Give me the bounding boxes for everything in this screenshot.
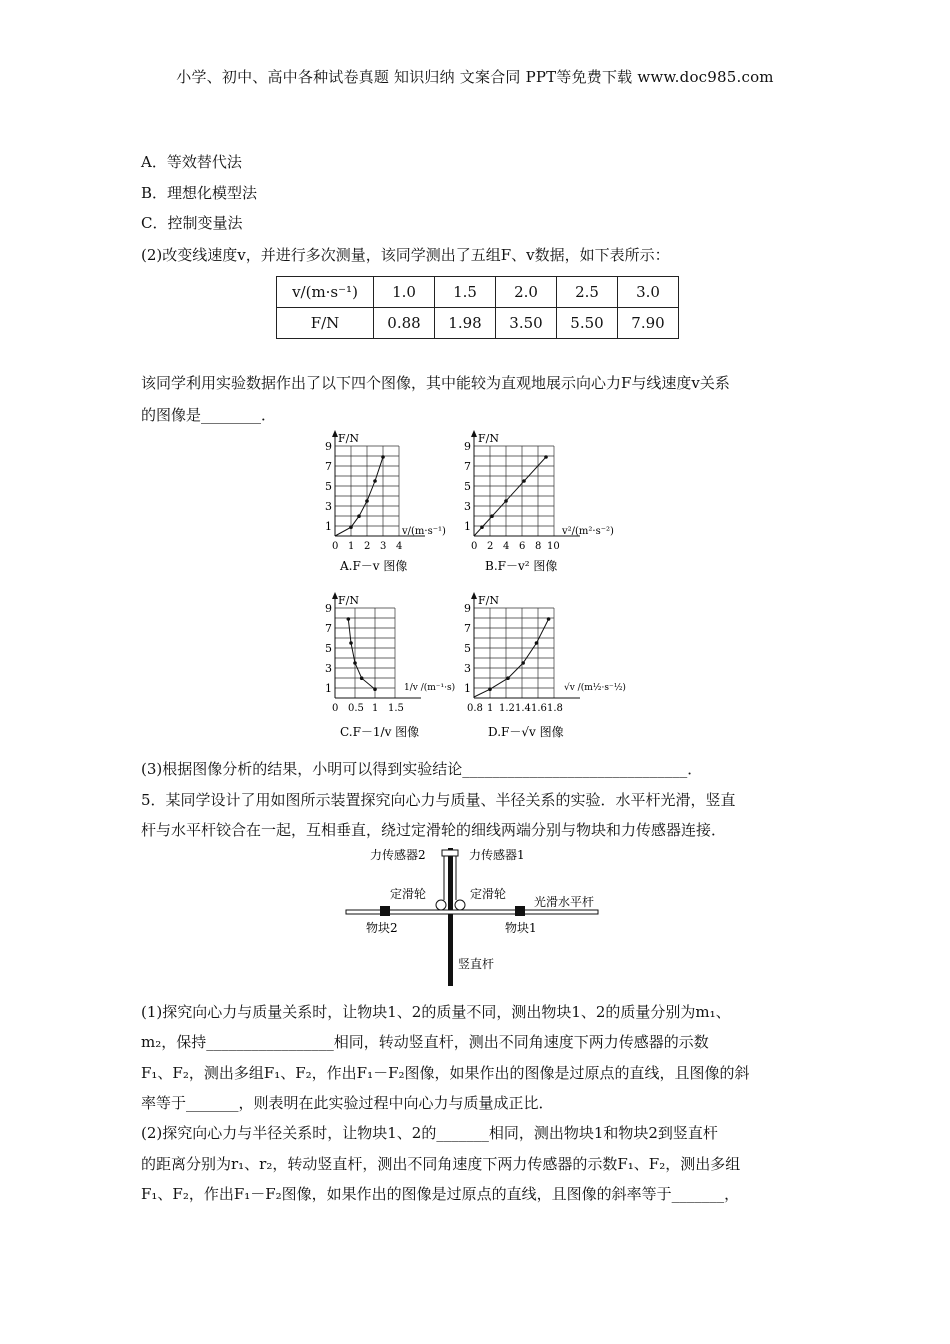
graph-b-ytick: 7 bbox=[464, 460, 471, 473]
graph-c-point bbox=[360, 676, 364, 680]
graph-a-xtick: 1 bbox=[348, 541, 355, 552]
graph-c-ytick: 9 bbox=[325, 602, 332, 615]
vertical-rod bbox=[448, 848, 453, 986]
q5-line1: 5．某同学设计了用如图所示装置探究向心力与质量、半径关系的实验．水平杆光滑，竖直 bbox=[141, 791, 736, 809]
graph-b-xtick: 8 bbox=[535, 541, 542, 552]
graph-c-xlabel: 1/v /(m⁻¹·s) bbox=[404, 683, 456, 693]
graph-a-ytick: 9 bbox=[325, 440, 332, 453]
graph-a-ytick: 5 bbox=[325, 480, 332, 493]
graph-b-point bbox=[490, 514, 494, 518]
graph-c-point bbox=[349, 641, 353, 645]
graph-c-ytick: 5 bbox=[325, 642, 332, 655]
block-1 bbox=[515, 906, 525, 916]
table-cell: 0.88 bbox=[374, 308, 435, 339]
graph-b-point bbox=[522, 479, 526, 483]
graph-c-caption: C.F－1/v 图像 bbox=[340, 725, 420, 739]
graph-a-curve bbox=[335, 457, 383, 536]
graph-a-point bbox=[357, 514, 361, 518]
label-block2: 物块2 bbox=[366, 921, 398, 935]
graph-b bbox=[478, 432, 614, 573]
graph-b-ytick: 3 bbox=[464, 500, 471, 513]
q2-text-line2: 的图像是________． bbox=[141, 406, 277, 424]
table-cell: 3.50 bbox=[496, 308, 557, 339]
graph-b-caption: B.F－v² 图像 bbox=[485, 559, 558, 573]
graph-b-ytick: 5 bbox=[464, 480, 471, 493]
graph-b-y-arrow bbox=[471, 430, 477, 437]
graph-d-xtick: 1.4 bbox=[515, 703, 531, 714]
p1-line2: m₂，保持_________________相同，转动竖直杆，测出不同角速度下两力传感器的示数 bbox=[141, 1033, 709, 1051]
q5-line2: 杆与水平杆铰合在一起，互相垂直，绕过定滑轮的细线两端分别与物块和力传感器连接． bbox=[141, 821, 727, 839]
graph-c-xtick: 0.5 bbox=[348, 703, 364, 714]
graph-d-ytick: 3 bbox=[464, 662, 471, 675]
graph-d-ytick: 1 bbox=[464, 682, 471, 695]
p2-line3: F₁、F₂，作出F₁－F₂图像，如果作出的图像是过原点的直线，且图像的斜率等于_______， bbox=[141, 1185, 740, 1203]
graph-d-xtick: 0.8 bbox=[467, 703, 483, 714]
label-block1: 物块1 bbox=[505, 921, 537, 935]
graph-b-point bbox=[544, 455, 548, 459]
graph-b-point bbox=[504, 499, 508, 503]
graph-d-xtick: 1.8 bbox=[547, 703, 563, 714]
graph-d-caption: D.F－√v 图像 bbox=[488, 725, 564, 739]
p2-line2: 的距离分别为r₁、r₂，转动竖直杆，测出不同角速度下两力传感器的示数F₁、F₂，测出多组 bbox=[141, 1155, 741, 1173]
table-cell: 3.0 bbox=[618, 277, 679, 308]
graph-a-ytick: 1 bbox=[325, 520, 332, 533]
graph-a-point bbox=[365, 499, 369, 503]
option-a: A．等效替代法 bbox=[141, 153, 242, 171]
label-sensor1: 力传感器1 bbox=[469, 848, 525, 862]
graph-b-ytick: 9 bbox=[464, 440, 471, 453]
graph-c-ylabel: F/N bbox=[338, 594, 359, 607]
table-cell: 1.0 bbox=[374, 277, 435, 308]
q3-text: (3)根据图像分析的结果，小明可以得到实验结论______________________________． bbox=[141, 760, 703, 778]
graph-a-xtick: 0 bbox=[332, 541, 339, 552]
graph-a-point bbox=[373, 479, 377, 483]
label-vertical-rod: 竖直杆 bbox=[458, 957, 495, 971]
graph-c-point bbox=[347, 617, 351, 621]
graph-a-xtick: 4 bbox=[396, 541, 403, 552]
graph-a-point bbox=[349, 525, 353, 529]
graph-b-xtick: 4 bbox=[503, 541, 510, 552]
table-header-v: v/(m·s⁻¹) bbox=[277, 277, 374, 308]
pulley-right bbox=[455, 900, 465, 910]
graph-a-caption: A.F－v 图像 bbox=[340, 559, 408, 573]
graph-b-curve bbox=[474, 457, 546, 536]
page-header: 小学、初中、高中各种试卷真题 知识归纳 文案合同 PPT等免费下载 www.doc985.com bbox=[176, 68, 774, 86]
q2-text-line1: 该同学利用实验数据作出了以下四个图像，其中能较为直观地展示向心力F与线速度v关系 bbox=[141, 374, 730, 392]
graph-d bbox=[478, 594, 626, 739]
graphs-figure bbox=[310, 428, 640, 748]
label-pulley-left: 定滑轮 bbox=[390, 887, 427, 901]
graph-c-point bbox=[353, 661, 357, 665]
table-row bbox=[277, 277, 679, 308]
p1-line3: F₁、F₂，测出多组F₁、F₂，作出F₁－F₂图像，如果作出的图像是过原点的直线，且图像的斜 bbox=[141, 1064, 750, 1082]
data-table bbox=[276, 276, 679, 339]
graph-d-xtick: 1.2 bbox=[499, 703, 515, 714]
graph-a-xtick: 2 bbox=[364, 541, 371, 552]
graph-c-xtick: 0 bbox=[332, 703, 339, 714]
graph-a-point bbox=[381, 455, 385, 459]
graph-c-xtick: 1 bbox=[372, 703, 379, 714]
label-sensor2: 力传感器2 bbox=[370, 848, 426, 862]
graph-c-point bbox=[373, 687, 377, 691]
graph-b-xtick: 0 bbox=[471, 541, 478, 552]
p1-line1: (1)探究向心力与质量关系时，让物块1、2的质量不同，测出物块1、2的质量分别为m₁、 bbox=[141, 1003, 731, 1021]
graph-b-xlabel: v²/(m²·s⁻²) bbox=[562, 526, 614, 537]
graph-d-y-arrow bbox=[471, 592, 477, 599]
graph-a-xtick: 3 bbox=[380, 541, 387, 552]
p1-line4: 率等于_______，则表明在此实验过程中向心力与质量成正比． bbox=[141, 1094, 554, 1112]
graph-d-point bbox=[535, 641, 539, 645]
table-row bbox=[277, 308, 679, 339]
graph-d-ytick: 7 bbox=[464, 622, 471, 635]
graph-c-ytick: 1 bbox=[325, 682, 332, 695]
table-cell: 1.98 bbox=[435, 308, 496, 339]
graph-d-point bbox=[521, 661, 525, 665]
graph-b-ylabel: F/N bbox=[478, 432, 499, 445]
graph-d-point bbox=[506, 676, 510, 680]
pulley-left bbox=[436, 900, 446, 910]
sensor-box bbox=[442, 850, 458, 856]
table-cell: 2.5 bbox=[557, 277, 618, 308]
table-cell: 1.5 bbox=[435, 277, 496, 308]
p2-line1: (2)探究向心力与半径关系时，让物块1、2的_______相同，测出物块1和物块2到竖直杆 bbox=[141, 1124, 718, 1142]
graph-d-point bbox=[547, 617, 551, 621]
graph-d-xtick: 1.6 bbox=[531, 703, 547, 714]
graph-c bbox=[338, 594, 455, 739]
label-rod: 光滑水平杆 bbox=[534, 895, 595, 909]
table-cell: 7.90 bbox=[618, 308, 679, 339]
table-cell: 2.0 bbox=[496, 277, 557, 308]
graph-a-ytick: 7 bbox=[325, 460, 332, 473]
graph-d-ylabel: F/N bbox=[478, 594, 499, 607]
graph-c-ytick: 7 bbox=[325, 622, 332, 635]
option-c: C．控制变量法 bbox=[141, 214, 243, 232]
graph-d-point bbox=[488, 687, 492, 691]
option-b: B．理想化模型法 bbox=[141, 184, 258, 202]
graph-d-xlabel: √v /(m½·s⁻½) bbox=[564, 683, 626, 693]
graph-c-ytick: 3 bbox=[325, 662, 332, 675]
graph-a-xlabel: v/(m·s⁻¹) bbox=[402, 526, 446, 537]
block-2 bbox=[380, 906, 390, 916]
label-pulley-right: 定滑轮 bbox=[470, 887, 507, 901]
graph-b-xtick: 10 bbox=[547, 541, 560, 552]
table-header-f: F/N bbox=[277, 308, 374, 339]
graph-a-ylabel: F/N bbox=[338, 432, 359, 445]
graph-b-ytick: 1 bbox=[464, 520, 471, 533]
graph-b-xtick: 6 bbox=[519, 541, 526, 552]
graph-d-xtick: 1 bbox=[487, 703, 494, 714]
graph-a-ytick: 3 bbox=[325, 500, 332, 513]
q2-intro: (2)改变线速度v，并进行多次测量，该同学测出了五组F、v数据，如下表所示： bbox=[141, 246, 670, 264]
table-cell: 5.50 bbox=[557, 308, 618, 339]
graph-c-xtick: 1.5 bbox=[388, 703, 404, 714]
graph-b-point bbox=[480, 525, 484, 529]
graph-b-xtick: 2 bbox=[487, 541, 494, 552]
graph-d-ytick: 5 bbox=[464, 642, 471, 655]
apparatus-figure bbox=[340, 840, 610, 990]
graph-d-ytick: 9 bbox=[464, 602, 471, 615]
